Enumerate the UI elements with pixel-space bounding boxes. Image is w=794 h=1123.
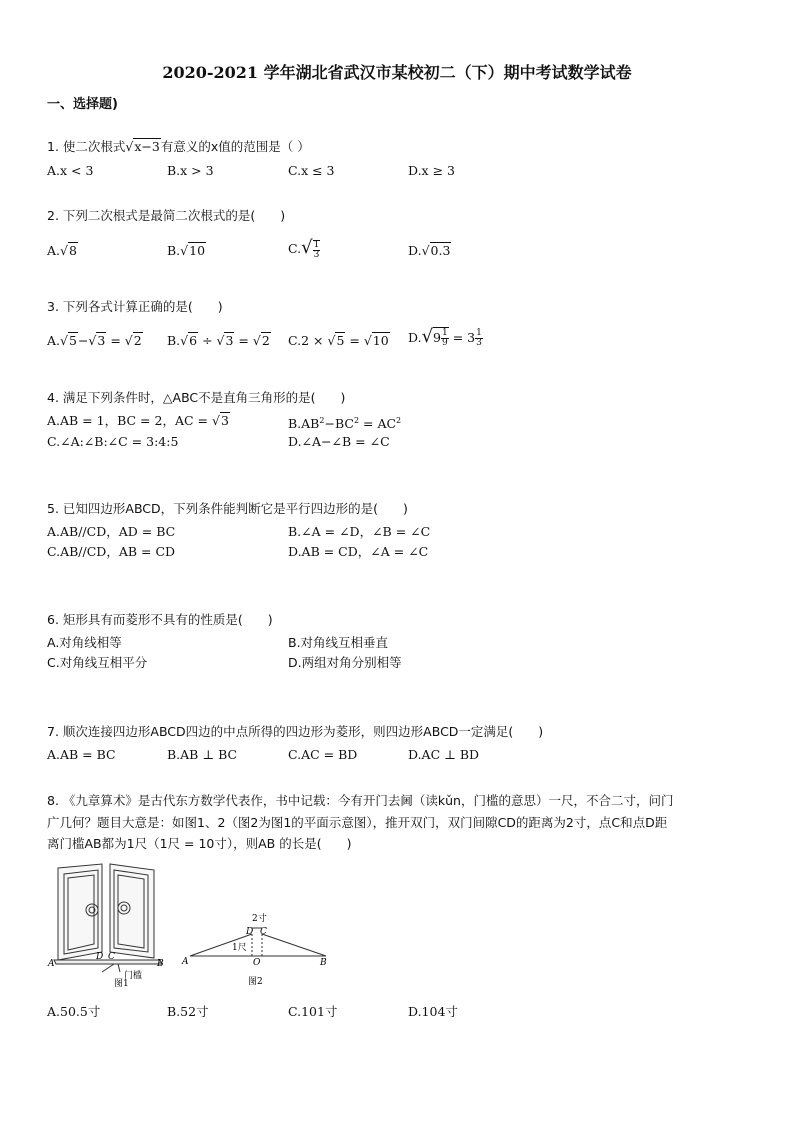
- question-6-stem: 6. 矩形具有而菱形不具有的性质是( ): [47, 612, 273, 627]
- fig1-label-c: C: [108, 952, 115, 962]
- q6-option-a: A.对角线相等: [47, 635, 122, 650]
- q2-option-a: A.√8: [47, 243, 77, 258]
- fig2-label-c: C: [260, 927, 267, 937]
- q7-option-b: B.AB ⊥ BC: [167, 747, 238, 762]
- fig1-label-d: D: [96, 952, 104, 962]
- question-8-line-3: 离门槛AB都为1尺（1尺 = 10寸），则AB 的长是( ): [47, 836, 352, 851]
- question-3-stem: 3. 下列各式计算正确的是( ): [47, 299, 223, 314]
- q8-option-b: B.52寸: [167, 1004, 209, 1019]
- q5-option-b: B.∠A = ∠D，∠B = ∠C: [288, 524, 431, 539]
- fig2-label-b: B: [320, 958, 327, 968]
- q8-option-a: A.50.5寸: [47, 1004, 101, 1019]
- q1-option-c: C.x ≤ 3: [288, 163, 335, 178]
- q4-option-a: A.AB = 1，BC = 2，AC = √3: [47, 413, 229, 428]
- q5-option-a: A.AB//CD，AD = BC: [47, 524, 176, 539]
- q1-stem-post: 有意义的x值的范围是（ ）: [160, 139, 310, 154]
- question-8-line-1: 8. 《九章算术》是古代东方数学代表作，书中记载：今有开门去阃（读kǔn，门槛的意思）一尺，不合二寸，问门: [47, 793, 674, 808]
- question-4-stem: 4. 满足下列条件时，△ABC不是直角三角形的是( ): [47, 390, 346, 405]
- fig2-label-o: O: [253, 958, 261, 968]
- fig2-label-2cun: 2寸: [252, 914, 267, 924]
- q4-option-d: D.∠A−∠B = ∠C: [288, 434, 390, 449]
- question-2-stem: 2. 下列二次根式是最简二次根式的是( ): [47, 208, 286, 223]
- question-7-stem: 7. 顺次连接四边形ABCD四边的中点所得的四边形为菱形，则四边形ABCD一定满足( ): [47, 724, 544, 739]
- q4-option-c: C.∠A:∠B:∠C = 3:4:5: [47, 434, 179, 449]
- q2-option-c: C.√ $\frac{1}{3}$: [288, 237, 320, 260]
- q8-option-d: D.104寸: [408, 1004, 458, 1019]
- q2-option-b: B.√10: [167, 243, 206, 258]
- figure-2-plan: [180, 908, 340, 990]
- fig2-caption: 图2: [248, 977, 263, 987]
- figure-1-door: [44, 862, 184, 992]
- q5-option-d: D.AB = CD，∠A = ∠C: [288, 544, 429, 559]
- q5-option-c: C.AB//CD，AB = CD: [47, 544, 176, 559]
- q8-option-c: C.101寸: [288, 1004, 338, 1019]
- q3-option-c: C.2 × √5 = √10: [288, 333, 389, 348]
- fig1-caption: 图1: [114, 979, 129, 989]
- fig1-label-b: B: [157, 959, 164, 969]
- q1-radical: √x−3: [125, 139, 160, 154]
- q3-option-a: A.√5−√3 = √2: [47, 333, 142, 348]
- fig1-label-sill: 门槛: [124, 971, 143, 981]
- question-8-line-2: 广几何？题目大意是：如图1、2（图2为图1的平面示意图），推开双门，双门间隙CD的距离为2寸，点C和点D距: [47, 815, 668, 830]
- q1-option-b: B.x > 3: [167, 163, 214, 178]
- q7-option-c: C.AC = BD: [288, 747, 358, 762]
- q7-option-a: A.AB = BC: [47, 747, 116, 762]
- q6-option-b: B.对角线互相垂直: [288, 635, 389, 650]
- q1-stem-pre: 1. 使二次根式: [47, 139, 126, 154]
- fig1-label-a: A: [48, 959, 55, 969]
- q1-option-d: D.x ≥ 3: [408, 163, 455, 178]
- fig2-label-d: D: [246, 927, 254, 937]
- fig2-label-a: A: [182, 957, 189, 967]
- section-heading: 一、选择题): [47, 97, 118, 112]
- fig2-label-1chi: 1尺: [232, 943, 247, 953]
- exam-title: 2020-2021 学年湖北省武汉市某校初二（下）期中考试数学试卷: [162, 63, 632, 82]
- q4-option-b: $B.AB^2-BC^2 = AC^2$: [288, 416, 402, 432]
- question-1-stem: [47, 137, 310, 157]
- q3-option-d: D.√9 $\frac{1}{9}$ = 3 $\frac{1}{3}$: [408, 326, 482, 348]
- q1-option-a: A.x < 3: [47, 163, 94, 178]
- q3-option-b: B.√6 ÷ √3 = √2: [167, 333, 270, 348]
- question-5-stem: 5. 已知四边形ABCD，下列条件能判断它是平行四边形的是( ): [47, 501, 408, 516]
- q6-option-d: D.两组对角分别相等: [288, 655, 402, 670]
- q2-option-d: D.√0.3: [408, 243, 451, 258]
- q6-option-c: C.对角线互相平分: [47, 655, 148, 670]
- q7-option-d: D.AC ⊥ BD: [408, 747, 480, 762]
